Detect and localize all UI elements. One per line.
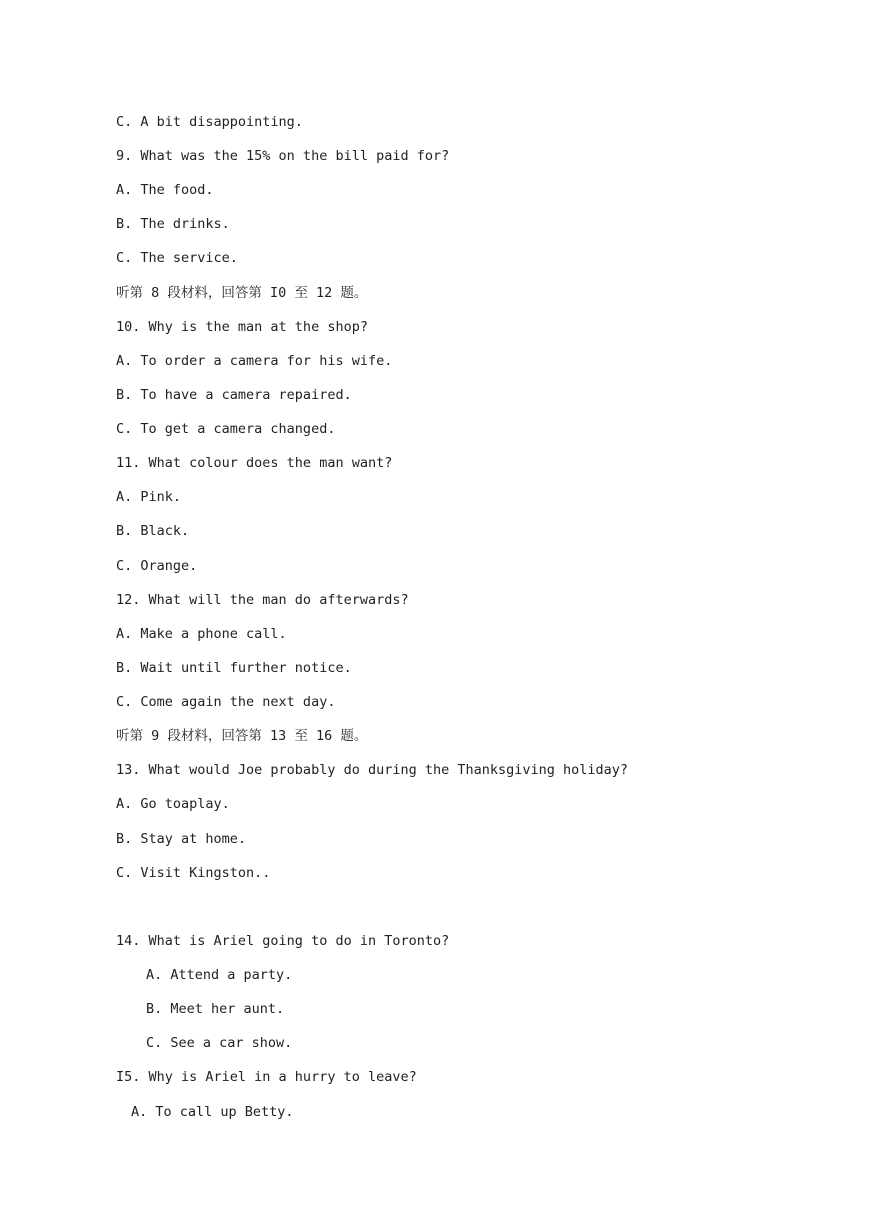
option-13c: C. Visit Kingston.. [116,865,271,881]
option-12b: B. Wait until further notice. [116,660,352,676]
option-9c: C. The service. [116,250,238,266]
option-10b: B. To have a camera repaired. [116,387,352,403]
option-9a: A. The food. [116,182,214,198]
question-11: 11. What colour does the man want? [116,455,393,471]
option-10a: A. To order a camera for his wife. [116,353,393,369]
option-10c: C. To get a camera changed. [116,421,336,437]
option-15a: A. To call up Betty. [131,1104,294,1120]
option-11c: C. Orange. [116,558,198,574]
question-12: 12. What will the man do afterwards? [116,592,409,608]
option-8c: C. A bit disappointing. [116,114,303,130]
option-11b: B. Black. [116,523,190,539]
option-13a: A. Go toaplay. [116,796,230,812]
option-14b: B. Meet her aunt. [146,1001,285,1017]
option-12c: C. Come again the next day. [116,694,336,710]
option-14c: C. See a car show. [146,1035,293,1051]
question-9: 9. What was the 15% on the bill paid for? [116,148,450,164]
question-14: 14. What is Ariel going to do in Toronto? [116,933,450,949]
question-13: 13. What would Joe probably do during the Thanksgiving holiday? [116,762,629,778]
option-14a: A. Attend a party. [146,967,293,983]
question-10: 10. Why is the man at the shop? [116,319,368,335]
section-8-heading: 听第 8 段材料，回答第 I0 至 12 题。 [116,285,368,301]
section-9-heading: 听第 9 段材料，回答第 13 至 16 题。 [116,728,368,744]
question-15: I5. Why is Ariel in a hurry to leave? [116,1069,417,1085]
option-11a: A. Pink. [116,489,182,505]
option-9b: B. The drinks. [116,216,230,232]
option-13b: B. Stay at home. [116,831,247,847]
option-12a: A. Make a phone call. [116,626,287,642]
